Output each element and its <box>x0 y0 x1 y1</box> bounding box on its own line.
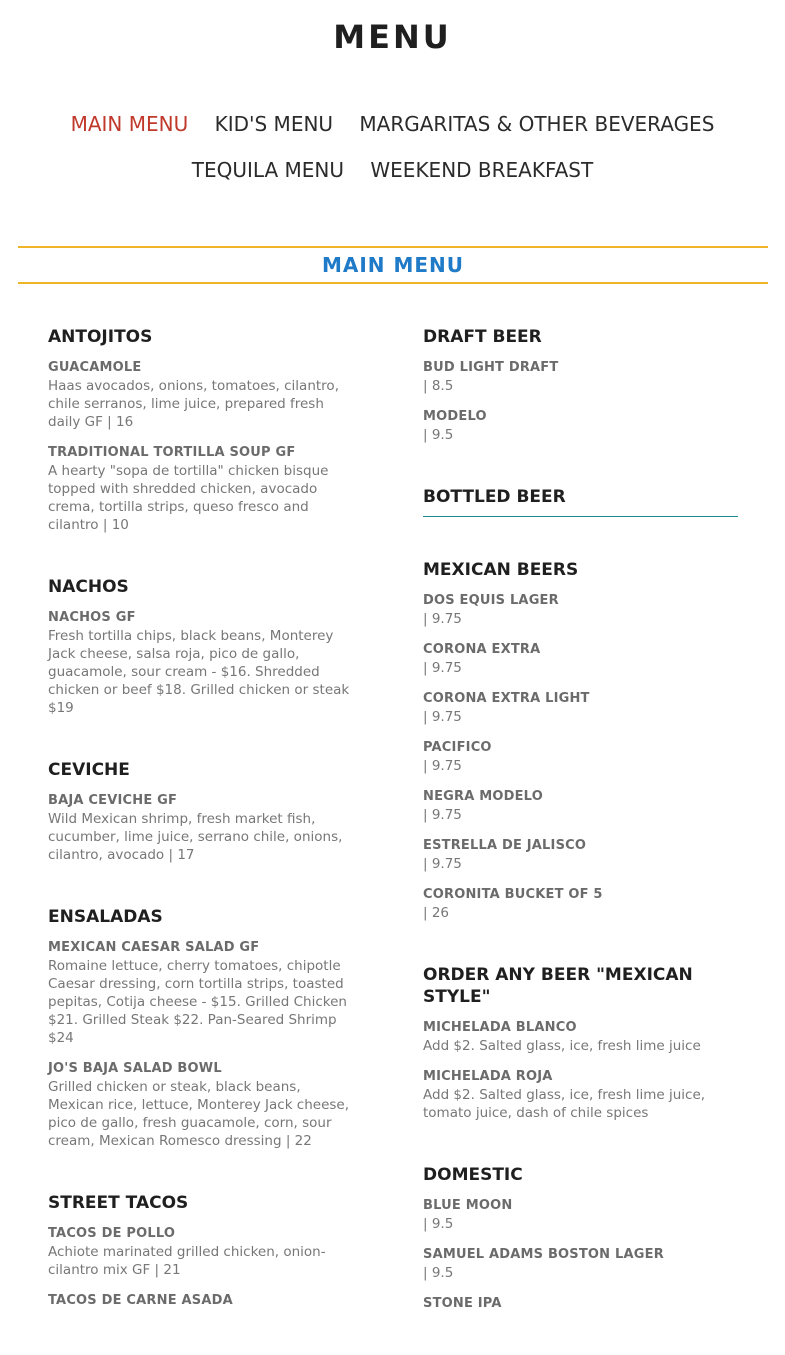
menu-item-description: | 9.75 <box>423 660 462 676</box>
category-title: STREET TACOS <box>48 1193 189 1213</box>
menu-item-name: PACIFICO <box>423 740 492 755</box>
menu-item-name: MEXICAN CAESAR SALAD GF <box>48 940 260 955</box>
menu-item-name: CORONA EXTRA LIGHT <box>423 691 590 706</box>
menu-item-name: TRADITIONAL TORTILLA SOUP GF <box>48 445 296 460</box>
category-mexican-beers <box>423 559 738 922</box>
menu-item <box>423 359 738 395</box>
section-title: MAIN MENU <box>321 253 465 277</box>
menu-item-description: | 8.5 <box>423 378 454 394</box>
menu-item <box>423 690 738 726</box>
menu-item <box>423 837 738 873</box>
menu-item-description: | 9.75 <box>423 709 462 725</box>
menu-item <box>423 739 738 775</box>
category-draft-beer <box>423 326 738 444</box>
menu-item-description: | 26 <box>423 905 450 921</box>
menu-item <box>423 1246 738 1282</box>
menu-item-name: GUACAMOLE <box>48 360 142 375</box>
menu-item-description: Wild Mexican shrimp, fresh market fish, cucumber, lime juice, serrano chile, onions, cilantro, avocado | 17 <box>48 811 343 863</box>
menu-item-description: | 9.75 <box>423 807 462 823</box>
category-ensaladas <box>48 906 360 1150</box>
menu-item-description: | 9.75 <box>423 611 462 627</box>
menu-item <box>48 359 360 431</box>
category-title: MEXICAN BEERS <box>423 560 579 580</box>
menu-item-name: CORONA EXTRA <box>423 642 541 657</box>
menu-item-name: BLUE MOON <box>423 1198 513 1213</box>
menu-item <box>423 1068 738 1122</box>
category-title: ANTOJITOS <box>48 327 153 347</box>
menu-item <box>423 408 738 444</box>
menu-item <box>48 609 360 717</box>
menu-item-description: | 9.5 <box>423 1216 454 1232</box>
category-order-any-beer-mexican-style <box>423 964 738 1122</box>
menu-item-name: MODELO <box>423 409 487 424</box>
category-nachos <box>48 576 360 717</box>
menu-item-name: MICHELADA BLANCO <box>423 1020 577 1035</box>
category-title: ORDER ANY BEER "MEXICAN STYLE" <box>423 965 693 1007</box>
menu-item-name: STONE IPA <box>423 1296 502 1311</box>
menu-item-name: BUD LIGHT DRAFT <box>423 360 559 375</box>
right-menu-column <box>423 326 738 1355</box>
menu-tabs-row-2 <box>0 158 785 182</box>
menu-item-description: Haas avocados, onions, tomatoes, cilantro, chile serranos, lime juice, prepared fresh daily GF | 16 <box>48 378 339 430</box>
category-title: ENSALADAS <box>48 907 163 927</box>
menu-item-name: ESTRELLA DE JALISCO <box>423 838 587 853</box>
menu-item-description: | 9.75 <box>423 758 462 774</box>
menu-item-name: NACHOS GF <box>48 610 136 625</box>
tab-weekend-breakfast[interactable]: WEEKEND BREAKFAST <box>370 158 594 182</box>
category-title: DOMESTIC <box>423 1165 523 1185</box>
menu-item <box>48 939 360 1047</box>
page-title: MENU <box>333 18 452 56</box>
menu-item-description: | 9.5 <box>423 427 454 443</box>
menu-item <box>423 788 738 824</box>
menu-item <box>423 641 738 677</box>
category-domestic <box>423 1164 738 1313</box>
menu-item-name: NEGRA MODELO <box>423 789 543 804</box>
menu-item <box>48 792 360 864</box>
menu-item <box>48 1292 360 1310</box>
menu-item-description: | 9.5 <box>423 1265 454 1281</box>
menu-item-description: Achiote marinated grilled chicken, onion-cilantro mix GF | 21 <box>48 1244 326 1278</box>
category-street-tacos <box>48 1192 360 1310</box>
menu-item-name: TACOS DE POLLO <box>48 1226 176 1241</box>
category-ceviche <box>48 759 360 864</box>
menu-item-name: TACOS DE CARNE ASADA <box>48 1293 233 1308</box>
tab-tequila-menu[interactable]: TEQUILA MENU <box>191 158 345 182</box>
menu-item-description: A hearty "sopa de tortilla" chicken bisque topped with shredded chicken, avocado crema, tortilla strips, queso fresco and cilantro | 10 <box>48 463 329 533</box>
menu-item <box>423 1019 738 1055</box>
category-title: NACHOS <box>48 577 129 597</box>
menu-item-name: DOS EQUIS LAGER <box>423 593 559 608</box>
menu-item-description: Add $2. Salted glass, ice, fresh lime juice <box>423 1038 701 1054</box>
tab-kids-menu[interactable]: KID'S MENU <box>214 112 334 136</box>
menu-item-description: Romaine lettuce, cherry tomatoes, chipotle Caesar dressing, corn tortilla strips, toasted pepitas, Cotija cheese - $15. Grilled Chicken $21. Grilled Steak $22. Pan-Seared Shrimp $24 <box>48 958 347 1046</box>
left-menu-column <box>48 326 360 1352</box>
tab-margaritas-beverages[interactable]: MARGARITAS & OTHER BEVERAGES <box>359 112 715 136</box>
menu-item-name: BAJA CEVICHE GF <box>48 793 178 808</box>
category-title: DRAFT BEER <box>423 327 542 347</box>
category-antojitos <box>48 326 360 534</box>
menu-item <box>423 886 738 922</box>
menu-item-description: Add $2. Salted glass, ice, fresh lime juice, tomato juice, dash of chile spices <box>423 1087 706 1121</box>
menu-item-name: CORONITA BUCKET OF 5 <box>423 887 603 902</box>
menu-item-description: Fresh tortilla chips, black beans, Monterey Jack cheese, salsa roja, pico de gallo, guacamole, sour cream - $16. Shredded chicken or beef $18. Grilled chicken or steak $19 <box>48 628 350 716</box>
category-title: CEVICHE <box>48 760 130 780</box>
menu-item <box>423 1295 738 1313</box>
menu-tabs-row-1 <box>0 112 785 136</box>
menu-item <box>423 592 738 628</box>
menu-item-name: JO'S BAJA SALAD BOWL <box>48 1061 222 1076</box>
tab-main-menu[interactable]: MAIN MENU <box>70 112 189 136</box>
category-title: BOTTLED BEER <box>423 486 738 517</box>
menu-item-name: SAMUEL ADAMS BOSTON LAGER <box>423 1247 664 1262</box>
category-bottled-beer <box>423 486 738 517</box>
menu-item <box>423 1197 738 1233</box>
menu-item-description: Grilled chicken or steak, black beans, Mexican rice, lettuce, Monterey Jack cheese, pico de gallo, fresh guacamole, corn, sour cream, Mexican Romesco dressing | 22 <box>48 1079 350 1149</box>
menu-item-name: MICHELADA ROJA <box>423 1069 553 1084</box>
menu-item <box>48 444 360 534</box>
menu-item <box>48 1225 360 1279</box>
menu-item <box>48 1060 360 1150</box>
menu-item-description: | 9.75 <box>423 856 462 872</box>
section-header <box>18 246 768 284</box>
